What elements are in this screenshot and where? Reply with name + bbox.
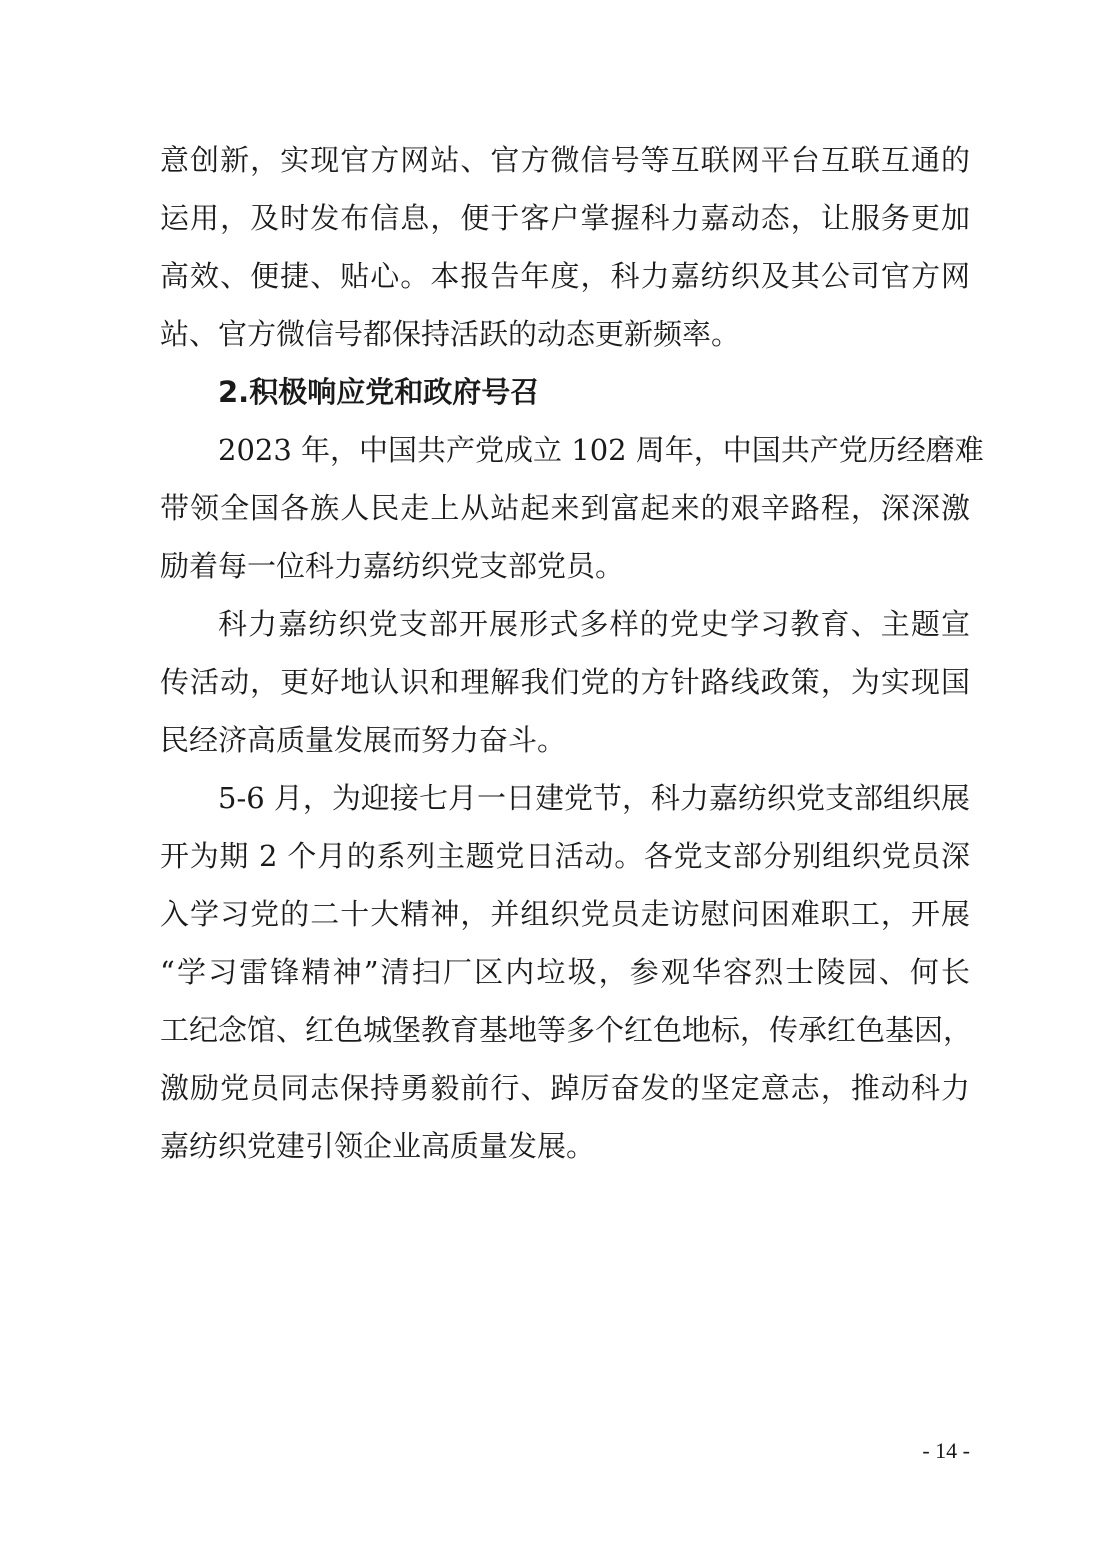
paragraph-line: 工纪念馆、红色城堡教育基地等多个红色地标，传承红色基因， xyxy=(160,1013,973,1047)
paragraph-line: 带领全国各族人民走上从站起来到富起来的艰辛路程，深深激 xyxy=(160,491,970,525)
paragraph-line: 开为期 2 个月的系列主题党日活动。各党支部分别组织党员深 xyxy=(160,839,970,873)
paragraph-line: 5-6 月，为迎接七月一日建党节，科力嘉纺织党支部组织展 xyxy=(218,781,970,815)
paragraph-line: 科力嘉纺织党支部开展形式多样的党史学习教育、主题宣 xyxy=(218,607,970,641)
paragraph-line: 励着每一位科力嘉纺织党支部党员。 xyxy=(160,549,625,583)
paragraph-line: 传活动，更好地认识和理解我们党的方针路线政策，为实现国 xyxy=(160,665,970,699)
paragraph-line: 站、官方微信号都保持活跃的动态更新频率。 xyxy=(160,317,741,351)
paragraph-line: 意创新，实现官方网站、官方微信号等互联网平台互联互通的 xyxy=(160,143,970,177)
paragraph-line: 2023 年，中国共产党成立 102 周年，中国共产党历经磨难 xyxy=(218,433,984,467)
paragraph-line: 高效、便捷、贴心。本报告年度，科力嘉纺织及其公司官方网 xyxy=(160,259,970,293)
paragraph-line: 激励党员同志保持勇毅前行、踔厉奋发的坚定意志，推动科力 xyxy=(160,1071,970,1105)
paragraph-line: “学习雷锋精神”清扫厂区内垃圾，参观华容烈士陵园、何长 xyxy=(160,955,970,989)
section-heading: 2.积极响应党和政府号召 xyxy=(218,375,540,409)
paragraph-line: 民经济高质量发展而努力奋斗。 xyxy=(160,723,567,757)
paragraph-line: 入学习党的二十大精神，并组织党员走访慰问困难职工，开展 xyxy=(160,897,970,931)
paragraph-line: 嘉纺织党建引领企业高质量发展。 xyxy=(160,1129,596,1163)
paragraph-line: 运用，及时发布信息，便于客户掌握科力嘉动态，让服务更加 xyxy=(160,201,970,235)
page-number: - 14 - xyxy=(922,1438,970,1463)
